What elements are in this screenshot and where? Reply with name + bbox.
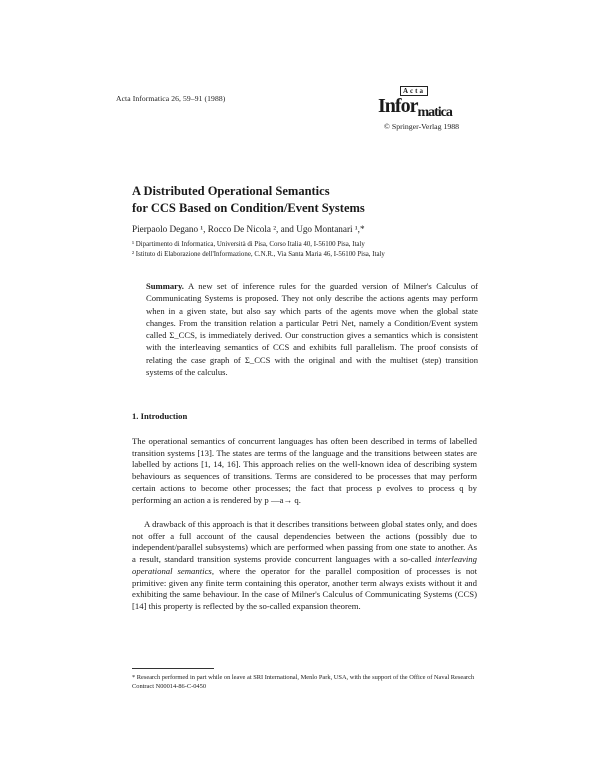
affiliation-1: ¹ Dipartimento di Informatica, Università di Pisa, Corso Italia 40, I-56100 Pisa, Italy [132, 241, 365, 248]
footnote: * Research performed in part while on leave at SRI International, Menlo Park, USA, with the support of the Office of Naval Research Contract N00014-86-C-0450 [132, 674, 475, 690]
para2-text-a: A drawback of this approach is that it describes transitions between global states only, and does not offer a full account of the causal dependencies between the actions (possibly due to independent/parallel subsystems) which are performed when passing from one state to another. As a result, standard transition systems provide concurrent languages with a so-called [132, 519, 477, 565]
intro-paragraph-1: The operational semantics of concurrent languages has often been described in terms of labelled transition systems [13]. The states are terms of the language and the transitions between states are labelled by actions [1, 14, 16]. This approach relies on the well-known idea of describing system behaviours as sequences of transitions. Terms are considered to be processes that may perform certain actions to become other processes; the fact that process p evolves to process q by performing an action a is rendered by p —a→ q. [132, 436, 477, 505]
summary-label: Summary. [146, 281, 184, 291]
affiliation-2: ² Istituto di Elaborazione dell'Informazione, C.N.R., Via Santa Maria 46, I-56100 Pisa, Italy [132, 251, 385, 258]
logo-sub-part: matica [417, 105, 452, 120]
intro-paragraph-2 [132, 519, 477, 613]
publisher-copyright: © Springer-Verlag 1988 [384, 122, 460, 131]
title-line-2: for CCS Based on Condition/Event Systems [132, 201, 365, 215]
title-line-1: A Distributed Operational Semantics [132, 184, 330, 198]
para2-text-b: , where the operator for the parallel composition of processes is not primitive: given any finite term containing this operator, another term always exists without it and exhibiting the same behaviour. In the case of Milner's Calculus of Communicating Systems (CCS) [14] this property is reflected by the so-called expansion theorem. [132, 565, 477, 611]
logo-main-part: Infor [378, 95, 418, 117]
para2-emphasis: interleaving operational semantics [132, 554, 477, 576]
summary-text: A new set of inference rules for the guarded version of Milner's Calculus of Communicating Systems is proposed. They not only describe the actions agents may perform when in a given state, but also say which parts of the agents move when the global state changes. From the transition relation a particular Petri Net, namely a Condition/Event system called Σ_CCS, is immediately derived. Our construction gives a semantics which is consistent with the interleaving semantics of CCS and exhibits full parallelism. The proof consists of relating the case graph of Σ_CCS with the original and with the multiset (step) transition systems of the calculus. [146, 281, 478, 378]
author-list: Pierpaolo Degano ¹, Rocco De Nicola ², and Ugo Montanari ¹,* [132, 224, 365, 234]
summary-abstract [146, 280, 478, 378]
journal-logo [378, 86, 488, 126]
logo-top-text: Acta [400, 86, 428, 96]
logo-main-text [378, 96, 452, 119]
section-heading: 1. Introduction [132, 411, 188, 421]
footnote-rule [132, 668, 214, 669]
journal-reference: Acta Informatica 26, 59–91 (1988) [116, 94, 226, 103]
paper-title [132, 183, 492, 217]
